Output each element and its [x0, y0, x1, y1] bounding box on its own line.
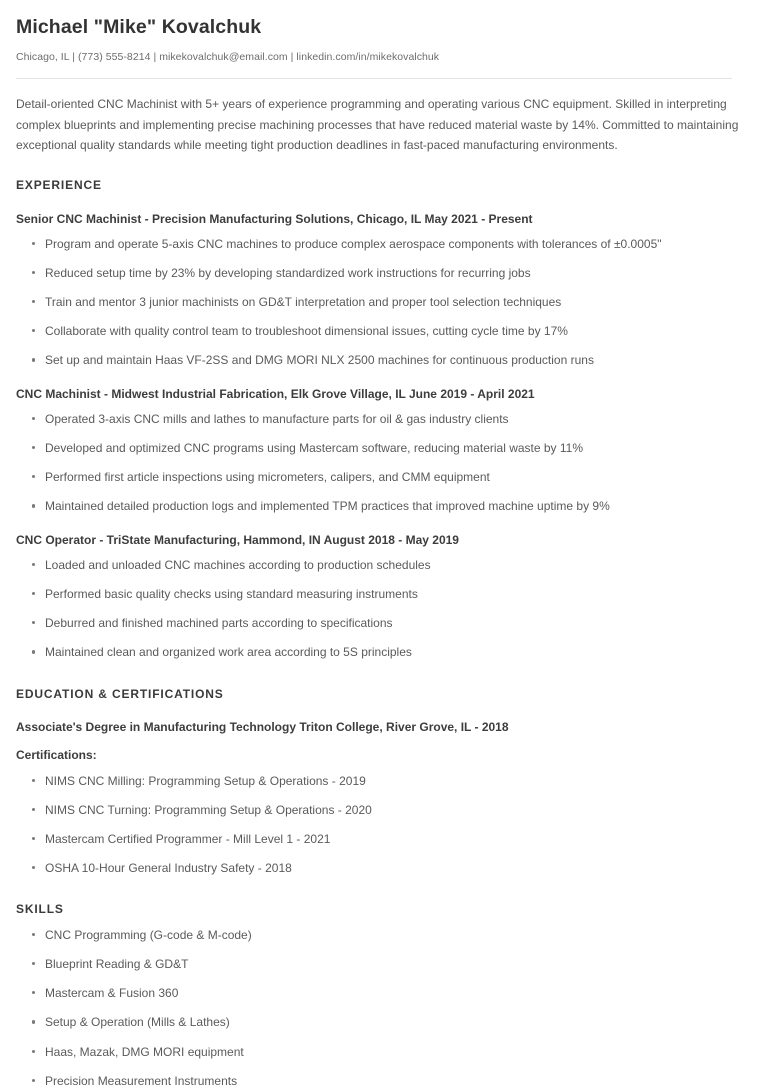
experience-entry — [16, 386, 750, 515]
list-item: Train and mentor 3 junior machinists on GD&T interpretation and proper tool selection techniques — [16, 294, 750, 310]
section-heading-skills: SKILLS — [16, 902, 64, 917]
contact-line: Chicago, IL | (773) 555-8214 | mikekovalchuk@email.com | linkedin.com/in/mikekovalchuk — [16, 51, 440, 64]
list-item: Mastercam & Fusion 360 — [16, 985, 750, 1001]
list-item: OSHA 10-Hour General Industry Safety - 2018 — [16, 860, 750, 876]
list-item: NIMS CNC Milling: Programming Setup & Operations - 2019 — [16, 773, 750, 789]
page-title: Michael "Mike" Kovalchuk — [16, 16, 262, 38]
job-bullet-list — [16, 557, 750, 661]
job-title: CNC Machinist - Midwest Industrial Fabrication, Elk Grove Village, IL June 2019 - April 2021 — [16, 386, 535, 401]
header-divider — [16, 78, 732, 79]
list-item: Collaborate with quality control team to troubleshoot dimensional issues, cutting cycle time by 17% — [16, 323, 750, 339]
list-item: Blueprint Reading & GD&T — [16, 956, 750, 972]
list-item: Haas, Mazak, DMG MORI equipment — [16, 1044, 750, 1060]
list-item: NIMS CNC Turning: Programming Setup & Operations - 2020 — [16, 802, 750, 818]
job-bullet-list — [16, 236, 750, 369]
list-item: Operated 3-axis CNC mills and lathes to manufacture parts for oil & gas industry clients — [16, 411, 750, 427]
job-title: Senior CNC Machinist - Precision Manufacturing Solutions, Chicago, IL May 2021 - Present — [16, 211, 533, 226]
certifications-label: Certifications: — [16, 748, 97, 763]
professional-summary: Detail-oriented CNC Machinist with 5+ years of experience programming and operating various CNC equipment. Skilled in interpreting complex blueprints and implementing precise machining processes that have reduced material waste by 14%. Committed to maintaining exceptional quality standards while meeting tight production deadlines in fast-paced manufacturing environments. — [16, 97, 739, 153]
section-heading-experience: EXPERIENCE — [16, 177, 102, 192]
list-item: Maintained clean and organized work area according to 5S principles — [16, 644, 750, 660]
list-item: Loaded and unloaded CNC machines according to production schedules — [16, 557, 750, 573]
list-item: Performed first article inspections using micrometers, calipers, and CMM equipment — [16, 469, 750, 485]
list-item: Program and operate 5-axis CNC machines to produce complex aerospace components with tolerances of ±0.0005" — [16, 236, 750, 252]
list-item: Precision Measurement Instruments — [16, 1073, 750, 1089]
list-item: Maintained detailed production logs and implemented TPM practices that improved machine uptime by 9% — [16, 498, 750, 514]
list-item: CNC Programming (G-code & M-code) — [16, 927, 750, 943]
section-heading-education: EDUCATION & CERTIFICATIONS — [16, 686, 224, 701]
experience-entry — [16, 211, 750, 369]
certification-list — [16, 773, 750, 877]
list-item: Deburred and finished machined parts according to specifications — [16, 615, 750, 631]
list-item: Developed and optimized CNC programs using Mastercam software, reducing material waste by 11% — [16, 440, 750, 456]
list-item: Performed basic quality checks using standard measuring instruments — [16, 586, 750, 602]
list-item: Setup & Operation (Mills & Lathes) — [16, 1014, 750, 1030]
list-item: Reduced setup time by 23% by developing standardized work instructions for recurring jobs — [16, 265, 750, 281]
list-item: Mastercam Certified Programmer - Mill Level 1 - 2021 — [16, 831, 750, 847]
job-bullet-list — [16, 411, 750, 515]
experience-entry — [16, 532, 750, 661]
degree-title: Associate's Degree in Manufacturing Technology Triton College, River Grove, IL - 2018 — [16, 720, 509, 735]
list-item: Set up and maintain Haas VF-2SS and DMG MORI NLX 2500 machines for continuous production runs — [16, 352, 750, 368]
job-title: CNC Operator - TriState Manufacturing, Hammond, IN August 2018 - May 2019 — [16, 532, 459, 547]
skills-list — [16, 927, 750, 1089]
